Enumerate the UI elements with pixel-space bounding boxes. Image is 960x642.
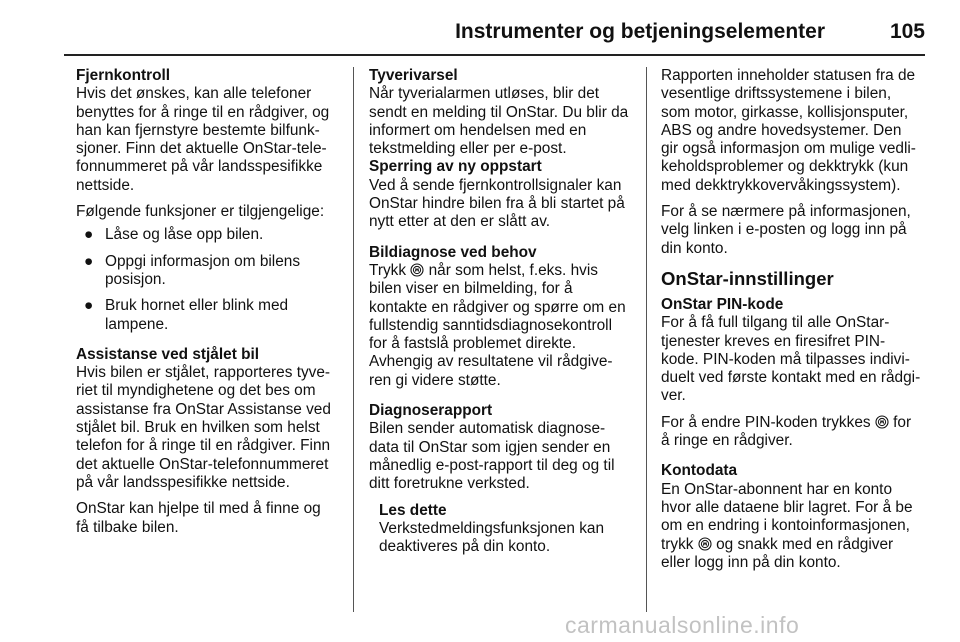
- column-divider: [646, 67, 647, 612]
- section-heading: Kontodata: [661, 462, 738, 480]
- onstar-button-icon: [698, 537, 712, 551]
- page-title: Instrumenter og betjeningselementer: [455, 20, 825, 43]
- body-line: ver.: [661, 387, 686, 405]
- body-line: ABS og andre hovedsystemer. Den: [661, 121, 902, 139]
- header-rule: [64, 54, 925, 56]
- body-line: bilen viser en bilmelding, for å: [369, 280, 573, 298]
- body-line: Rapporten inneholder statusen fra de: [661, 67, 916, 84]
- body-line: han kan fjernstyre bestemte bilfunk‐: [76, 121, 320, 139]
- body-line: ditt foretrukne verksted.: [369, 475, 530, 493]
- section-heading: Sperring av ny oppstart: [369, 158, 542, 176]
- body-line: på vår landsspesifikke nettside.: [76, 473, 290, 491]
- onstar-button-icon: [410, 263, 424, 277]
- body-line: En OnStar-abonnent har en konto: [661, 480, 893, 498]
- body-line: Når tyverialarmen utløses, blir det: [369, 85, 600, 103]
- body-line: som motor, girkasse, kollisjonsputer,: [661, 103, 909, 121]
- body-line: OnStar kan hjelpe til med å finne og: [76, 500, 321, 518]
- section-heading: Bildiagnose ved behov: [369, 243, 537, 261]
- body-line: ren gi videre støtte.: [369, 371, 501, 389]
- body-line: kode. PIN-koden må tilpasses indivi‐: [661, 350, 910, 368]
- bullet-icon: ●: [84, 297, 94, 315]
- body-line: kontakte en rådgiver og spørre om en: [369, 298, 626, 316]
- column-1: [76, 67, 341, 537]
- body-line: deaktiveres på din konto.: [379, 538, 551, 556]
- body-line: Trykk når som helst, f.eks. hvis: [369, 261, 598, 279]
- body-line: nettside.: [76, 176, 135, 194]
- body-line: data til OnStar som igjen sender en: [369, 438, 611, 456]
- list-item: ● Oppgi informasjon om bilens posisjon.: [84, 252, 301, 288]
- onstar-button-icon: [875, 415, 889, 429]
- body-line: din konto.: [661, 239, 728, 257]
- body-line: informert om hendelsen med en: [369, 121, 587, 139]
- body-line: Bilen sender automatisk diagnose‐: [369, 420, 606, 438]
- body-line: benyttes for å ringe til en rådgiver, og: [76, 103, 330, 121]
- section-heading: Assistanse ved stjålet bil: [76, 345, 260, 363]
- body-line: keholdsproblemer og dekktrykk (kun: [661, 158, 909, 176]
- body-line: telefon for å ringe til en rådgiver. Finn: [76, 437, 331, 455]
- body-line: assistanse fra OnStar Assistanse ved: [76, 400, 331, 418]
- body-line: Verkstedmeldingsfunksjonen kan: [379, 519, 605, 537]
- section-title: OnStar-innstillinger: [661, 267, 834, 289]
- bullet-icon: ●: [84, 252, 94, 270]
- body-line: hvor alle dataene blir lagret. For å be: [661, 498, 913, 516]
- body-line: trykk og snakk med en rådgiver: [661, 535, 894, 553]
- body-line: duelt ved første kontakt med en rådgi‐: [661, 369, 921, 387]
- section-heading: OnStar PIN-kode: [661, 295, 784, 313]
- body-line: Hvis bilen er stjålet, rapporteres tyve‐: [76, 364, 331, 382]
- body-line: med dekktrykkovervåkingssystem).: [661, 176, 901, 194]
- body-line: Ved å sende fjernkontrollsignaler kan: [369, 176, 622, 194]
- column-3: [661, 67, 927, 572]
- list-item: ● Låse og låse opp bilen.: [84, 226, 264, 244]
- body-line: For å få full tilgang til alle OnStar-: [661, 314, 890, 332]
- body-line: å ringe en rådgiver.: [661, 432, 793, 450]
- bullet-icon: ●: [84, 226, 94, 244]
- body-line: Avhengig av resultatene vil rådgive‐: [369, 353, 613, 371]
- body-line: fullstendig sanntidsdiagnosekontroll: [369, 316, 612, 334]
- body-line: tekstmelding eller per e-post.: [369, 140, 567, 158]
- body-line: fonnummeret på vår landsspesifikke: [76, 158, 323, 176]
- body-line: månedlig e-post-rapport til deg og til: [369, 456, 615, 474]
- body-line: stjålet bil. Bruk en hvilken som helst: [76, 419, 320, 437]
- body-line: sjoner. Finn det aktuelle OnStar-tele‐: [76, 140, 327, 158]
- watermark: carmanualsonline.info: [565, 612, 800, 638]
- note-box: [369, 502, 635, 557]
- body-line: velg linken i e-posten og logg inn på: [661, 221, 907, 239]
- section-heading: Diagnoserapport: [369, 402, 493, 420]
- body-line: For å endre PIN-koden trykkes for: [661, 413, 912, 431]
- column-2: [369, 67, 635, 556]
- note-heading: Les dette: [379, 501, 447, 519]
- page-number: 105: [889, 20, 925, 43]
- body-line: eller logg inn på din konto.: [661, 553, 841, 571]
- body-line: nytt etter at den er slått av.: [369, 213, 551, 231]
- body-line: vesentlige driftssystemene i bilen,: [661, 85, 892, 103]
- body-line: Følgende funksjoner er tilgjengelige:: [76, 203, 325, 221]
- body-line: for å fastslå problemet direkte.: [369, 335, 577, 353]
- list-item: ● Bruk hornet eller blink med lampene.: [84, 297, 289, 333]
- body-line: om en endring i kontoinformasjonen,: [661, 517, 910, 535]
- section-heading: Fjernkontroll: [76, 67, 171, 84]
- section-heading: Tyverivarsel: [369, 67, 458, 84]
- body-line: det aktuelle OnStar-telefonnummeret: [76, 455, 329, 473]
- body-line: Hvis det ønskes, kan alle telefoner: [76, 85, 312, 103]
- body-line: OnStar hindre bilen fra å bli startet på: [369, 195, 625, 213]
- body-line: få tilbake bilen.: [76, 518, 179, 536]
- body-line: For å se nærmere på informasjonen,: [661, 203, 911, 221]
- body-line: gir også informasjon om mulige vedli‐: [661, 140, 916, 158]
- body-line: sendt en melding til OnStar. Du blir da: [369, 103, 629, 121]
- body-line: tjenester kreves en firesifret PIN-: [661, 332, 886, 350]
- page-header: [64, 20, 925, 60]
- column-divider: [353, 67, 354, 612]
- body-line: riet til myndighetene og det bes om: [76, 382, 316, 400]
